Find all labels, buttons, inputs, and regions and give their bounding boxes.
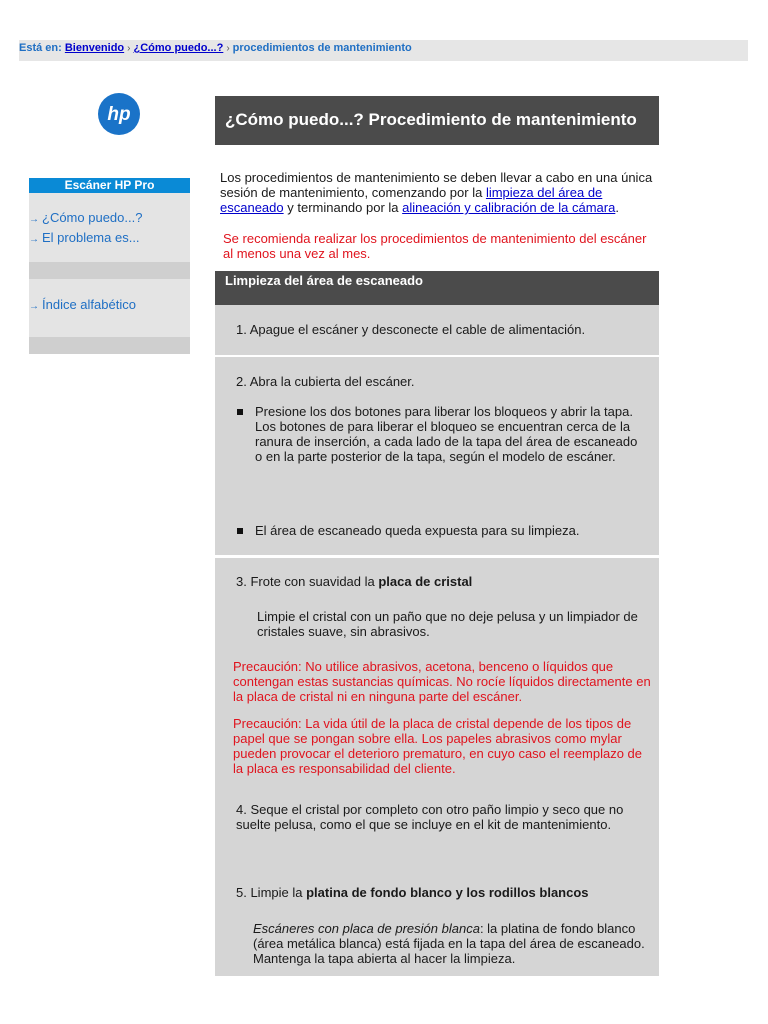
section-title: Limpieza del área de escaneado bbox=[215, 271, 659, 305]
svg-text:hp: hp bbox=[107, 104, 131, 125]
sidebar-index bbox=[29, 279, 190, 337]
bullet-text: El área de escaneado queda expuesta para su limpieza. bbox=[255, 523, 580, 538]
breadcrumb-link-como-puedo[interactable]: ¿Cómo puedo...? bbox=[133, 42, 224, 54]
sidebar-item-indice[interactable] bbox=[29, 295, 190, 315]
breadcrumb-current: procedimientos de mantenimiento bbox=[232, 42, 412, 54]
sidebar-nav bbox=[29, 193, 190, 262]
arrow-right-icon: → bbox=[29, 234, 39, 245]
list-item bbox=[237, 523, 647, 538]
sidebar-divider bbox=[29, 337, 190, 354]
sidebar-item-label: ¿Cómo puedo...? bbox=[42, 210, 143, 225]
list-item bbox=[237, 404, 647, 464]
link-limpieza-area-escaneado[interactable]: limpieza del área de escaneado bbox=[220, 185, 603, 215]
hp-logo-icon bbox=[98, 93, 140, 135]
breadcrumb-separator: › bbox=[127, 43, 131, 54]
step-4: 4. Seque el cristal por completo con otro paño limpio y seco que no suelte pelusa, como el que se incluye en el kit de mantenimiento. bbox=[236, 802, 624, 832]
step-3-detail: Limpie el cristal con un paño que no deje pelusa y un limpiador de cristales suave, sin abrasivos. bbox=[257, 609, 638, 639]
sidebar-header: Escáner HP Pro bbox=[29, 178, 190, 193]
step-2: 2. Abra la cubierta del escáner. bbox=[236, 374, 415, 389]
breadcrumb-link-bienvenido[interactable]: Bienvenido bbox=[64, 42, 125, 54]
arrow-right-icon: → bbox=[29, 214, 39, 225]
sidebar-item-el-problema[interactable] bbox=[29, 228, 190, 248]
page-title: ¿Cómo puedo...? Procedimiento de mantenimiento bbox=[215, 96, 659, 145]
step-5-text: 5. Limpie la bbox=[236, 885, 307, 900]
link-alineacion-calibracion[interactable]: alineación y calibración de la cámara bbox=[402, 200, 616, 215]
sidebar-item-como-puedo[interactable] bbox=[29, 208, 190, 228]
sidebar bbox=[29, 178, 190, 354]
breadcrumb-prefix: Está en: bbox=[19, 42, 62, 54]
caution-text: Precaución: No utilice abrasivos, acetona, benceno o líquidos que contengan estas sustancias químicas. No rocíe líquidos directamente en la placa de cristal ni en ninguna parte del escáner. bbox=[233, 659, 651, 704]
step-1: 1. Apague el escáner y desconecte el cable de alimentación. bbox=[236, 322, 586, 337]
breadcrumb-separator: › bbox=[226, 43, 230, 54]
bullet-square-icon bbox=[237, 409, 243, 415]
arrow-right-icon: → bbox=[29, 301, 39, 312]
sidebar-item-label: El problema es... bbox=[42, 230, 140, 245]
sidebar-item-label: Índice alfabético bbox=[42, 297, 136, 312]
step-panel-2 bbox=[215, 357, 659, 555]
intro-text bbox=[220, 170, 660, 215]
bullet-text: Presione los dos botones para liberar los bloqueos y abrir la tapa. Los botones de para liberar el bloqueo se encuentran cerca de la ranura de inserción, a cada lado de la tapa del área de escaneado o en la parte posterior de la tapa, según el modelo de escáner. bbox=[255, 404, 638, 464]
step-panel-3 bbox=[215, 558, 659, 976]
step-5-detail bbox=[253, 921, 649, 966]
step-3-text: 3. Frote con suavidad la bbox=[236, 574, 379, 589]
caution-text: Precaución: La vida útil de la placa de cristal depende de los tipos de papel que se pongan sobre ella. Los papeles abrasivos como mylar pueden provocar el deterioro prematuro, en cuyo caso el reemplazo de la placa es responsabilidad del cliente. bbox=[233, 716, 643, 776]
step-3-bold: placa de cristal bbox=[378, 574, 473, 589]
step-5-italic: Escáneres con placa de presión blanca bbox=[253, 921, 480, 936]
step-5-detail-text: : la platina de fondo blanco (área metálica blanca) está fijada en la tapa del área de escaneado. Mantenga la tapa abierta al hacer la limpieza. bbox=[253, 921, 645, 966]
bullet-square-icon bbox=[237, 528, 243, 534]
breadcrumb bbox=[19, 40, 748, 61]
sidebar-divider bbox=[29, 262, 190, 279]
intro-text-part: Los procedimientos de mantenimiento se deben llevar a cabo en una única sesión de mantenimiento, comenzando por la bbox=[220, 170, 653, 200]
step-3 bbox=[236, 574, 472, 589]
recommendation-text: Se recomienda realizar los procedimientos de mantenimiento del escáner al menos una vez al mes. bbox=[223, 231, 647, 261]
intro-text-part: . bbox=[615, 200, 619, 215]
step-5 bbox=[236, 885, 589, 900]
step-5-bold: platina de fondo blanco y los rodillos blancos bbox=[306, 885, 589, 900]
intro-text-part: y terminando por la bbox=[283, 200, 403, 215]
step-panel-1 bbox=[215, 305, 659, 355]
